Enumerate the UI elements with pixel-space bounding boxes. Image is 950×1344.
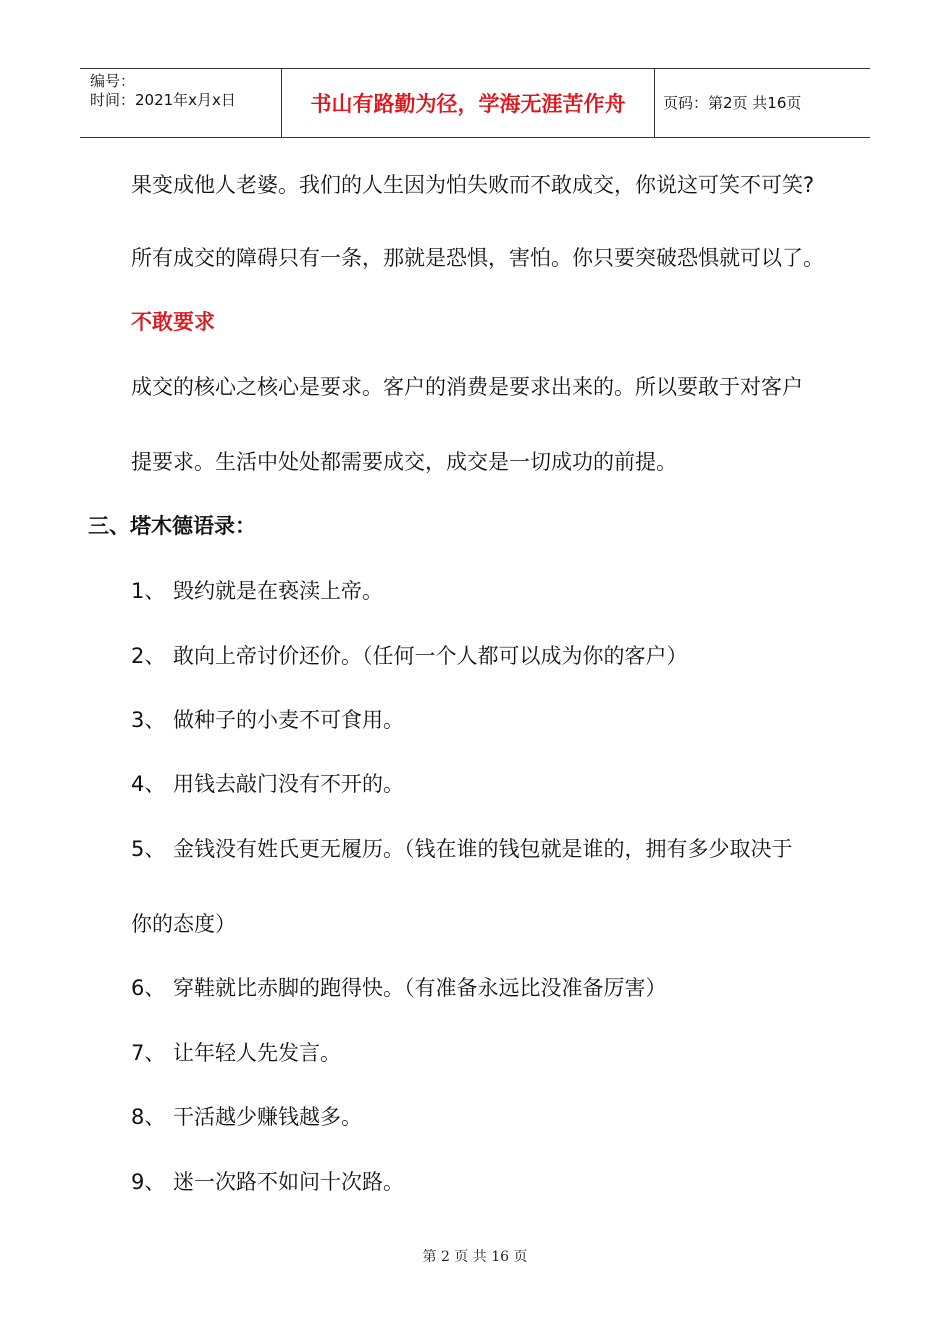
paragraph-line: 果变成他人老婆。我们的人生因为怕失败而不敢成交，你说这可笑不可笑? [131, 173, 815, 197]
list-item-text: 迷一次路不如问十次路。 [173, 1170, 404, 1194]
list-item-text: 敢向上帝讨价还价。（任何一个人都可以成为你的客户） [173, 644, 688, 668]
paragraph-line: 所有成交的障碍只有一条，那就是恐惧，害怕。你只要突破恐惧就可以了。 [131, 246, 824, 270]
list-item-number: 2、 [131, 644, 166, 668]
list-item-number: 6、 [131, 976, 166, 1000]
list-item [131, 1167, 404, 1197]
list-item [131, 576, 383, 606]
list-item-text: 做种子的小麦不可食用。 [173, 708, 404, 732]
paragraph-line: 成交的核心之核心是要求。客户的消费是要求出来的。所以要敢于对客户 [131, 375, 803, 399]
list-item-text: 用钱去敲门没有不开的。 [173, 772, 404, 796]
list-item-continuation: 你的态度） [131, 912, 236, 936]
header-motto-cell [281, 69, 655, 137]
doc-number-label: 编号： [90, 72, 136, 90]
list-item [131, 769, 404, 799]
header-motto: 书山有路勤为径，学海无涯苦作舟 [310, 92, 626, 116]
list-item-text: 金钱没有姓氏更无履历。（钱在谁的钱包就是谁的，拥有多少取决于 [173, 837, 793, 861]
list-item-text: 干活越少赚钱越多。 [173, 1105, 362, 1129]
list-item-text: 毁约就是在亵渎上帝。 [173, 579, 383, 603]
header-page-code: 页码：第2页 共16页 [663, 94, 802, 112]
subheading: 不敢要求 [131, 310, 215, 334]
list-item [131, 834, 793, 864]
list-item-number: 5、 [131, 837, 166, 861]
list-item-number: 9、 [131, 1170, 166, 1194]
list-item [131, 973, 667, 1003]
list-item [131, 641, 688, 671]
paragraph-line: 提要求。生活中处处都需要成交，成交是一切成功的前提。 [131, 450, 677, 474]
page-footer: 第 2 页 共 16 页 [422, 1249, 528, 1265]
list-item [131, 1038, 341, 1068]
list-item-text: 让年轻人先发言。 [173, 1041, 341, 1065]
list-item [131, 705, 404, 735]
list-item-number: 1、 [131, 579, 166, 603]
list-item-text: 穿鞋就比赤脚的跑得快。（有准备永远比没准备厉害） [173, 976, 667, 1000]
list-item-number: 4、 [131, 772, 166, 796]
header-meta-cell [80, 69, 280, 137]
list-item-number: 7、 [131, 1041, 166, 1065]
list-item-number: 8、 [131, 1105, 166, 1129]
doc-time-label: 时间：2021年x月x日 [90, 91, 236, 109]
document-header [80, 68, 870, 138]
section-heading: 三、塔木德语录： [88, 514, 256, 538]
list-item [131, 1102, 362, 1132]
header-page-cell [655, 69, 870, 137]
list-item-number: 3、 [131, 708, 166, 732]
